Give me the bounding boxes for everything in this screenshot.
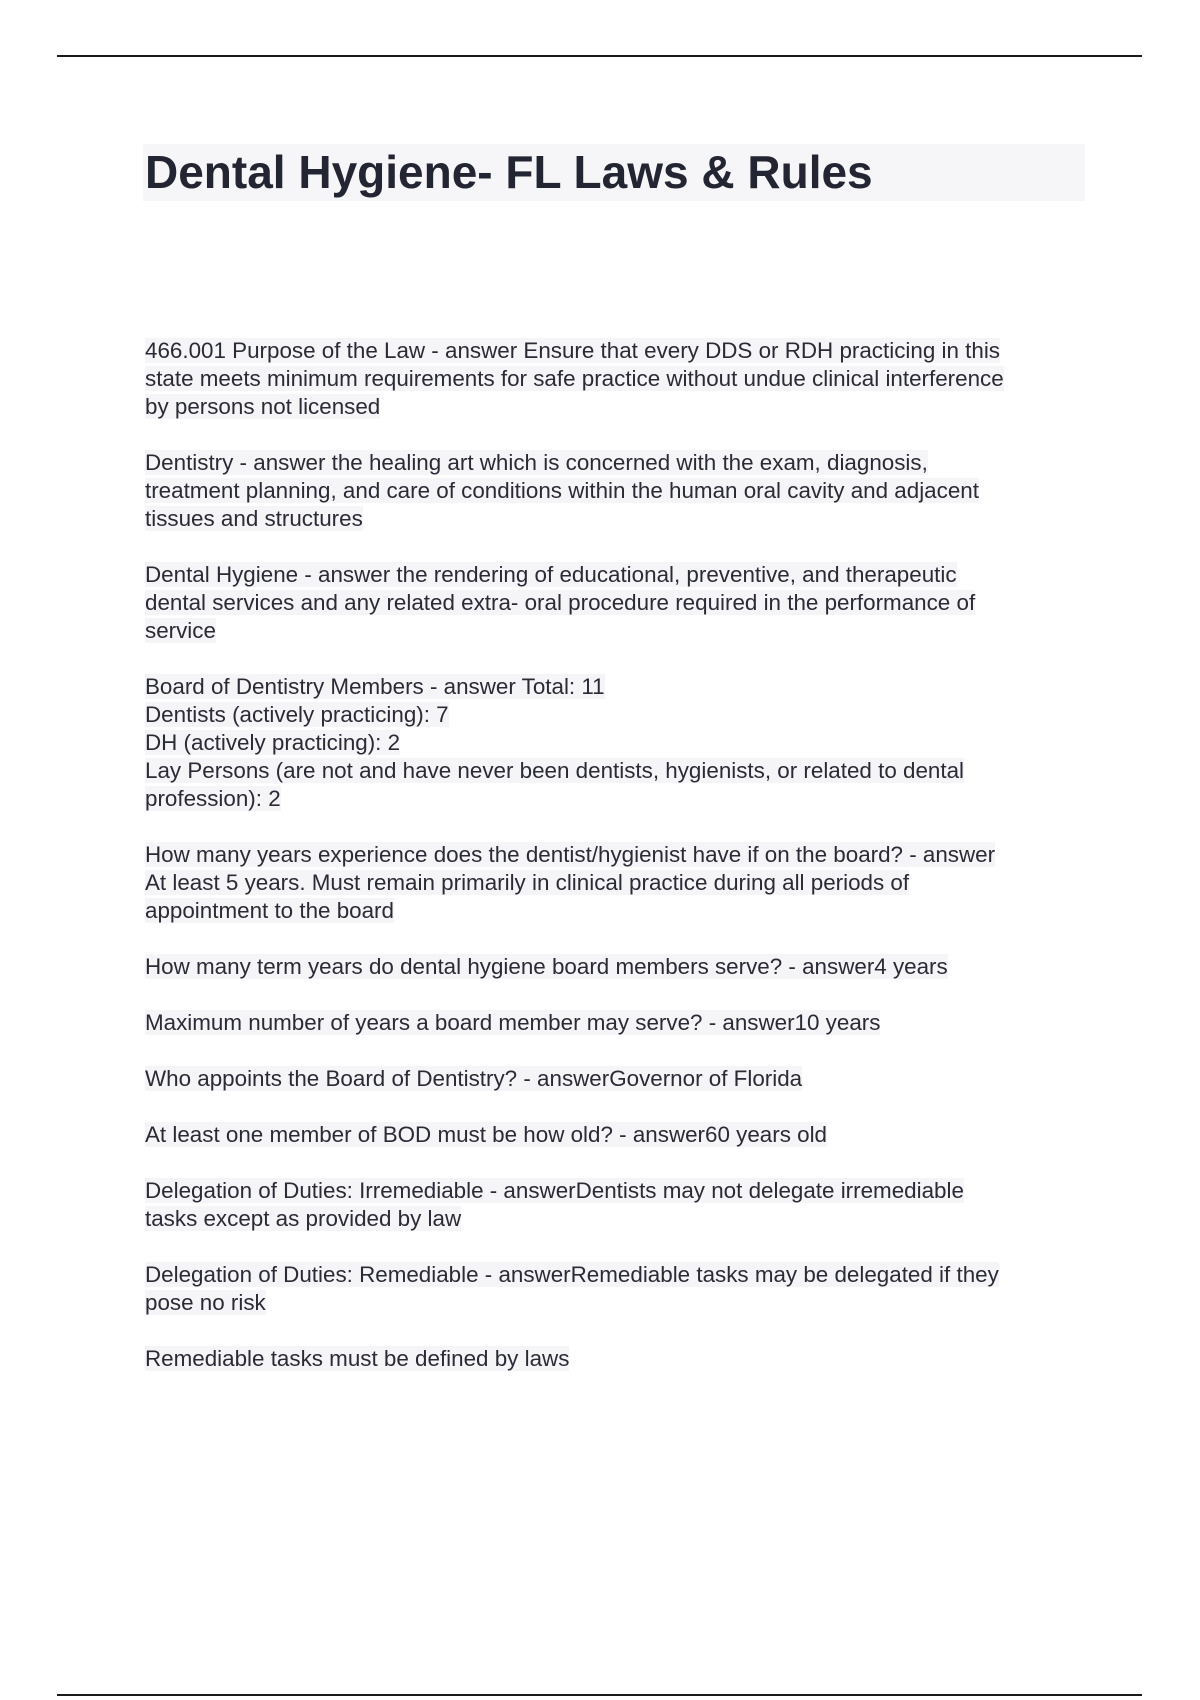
entry-line	[145, 561, 1085, 589]
qa-entry	[145, 1261, 1085, 1317]
entry-line	[145, 477, 1085, 505]
qa-entry	[145, 1009, 1085, 1037]
qa-entry	[145, 1121, 1085, 1149]
entry-line	[145, 617, 1085, 645]
entry-line	[145, 393, 1085, 421]
entry-line-text: appointment to the board	[145, 898, 394, 923]
entry-line-text: dental services and any related extra- oral procedure required in the performance of	[145, 590, 976, 615]
entry-line-text: profession): 2	[145, 786, 281, 811]
entry-line-text: pose no risk	[145, 1290, 266, 1315]
entry-line-text: Delegation of Duties: Remediable - answerRemediable tasks may be delegated if they	[145, 1262, 999, 1287]
entry-line	[145, 897, 1085, 925]
entry-line-text: tissues and structures	[145, 506, 363, 531]
qa-entry	[145, 449, 1085, 533]
entry-line-text: Dental Hygiene - answer the rendering of educational, preventive, and therapeutic	[145, 562, 957, 587]
entry-line	[145, 1009, 1085, 1037]
qa-entry	[145, 1345, 1085, 1373]
entry-line-text: treatment planning, and care of conditions within the human oral cavity and adjacent	[145, 478, 979, 503]
entry-line-text: Board of Dentistry Members - answer Total: 11	[145, 674, 605, 699]
qa-entry	[145, 1177, 1085, 1233]
entry-line-text: state meets minimum requirements for safe practice without undue clinical interference	[145, 366, 1004, 391]
qa-entry	[145, 953, 1085, 981]
entry-line	[145, 505, 1085, 533]
entry-line-text: service	[145, 618, 216, 643]
entry-line	[145, 1205, 1085, 1233]
entry-line-text: Dentistry - answer the healing art which is concerned with the exam, diagnosis,	[145, 450, 928, 475]
entry-line-text: Dentists (actively practicing): 7	[145, 702, 449, 727]
bottom-divider	[57, 1694, 1142, 1696]
entry-line-text: How many years experience does the dentist/hygienist have if on the board? - answer	[145, 842, 996, 867]
document-body	[145, 337, 1085, 1401]
qa-entry	[145, 673, 1085, 813]
page-title: Dental Hygiene- FL Laws & Rules	[145, 146, 873, 198]
entry-line	[145, 785, 1085, 813]
entry-line-text: Remediable tasks must be defined by laws	[145, 1346, 570, 1371]
entry-line	[145, 953, 1085, 981]
entry-line-text: by persons not licensed	[145, 394, 381, 419]
entry-line-text: How many term years do dental hygiene board members serve? - answer4 years	[145, 954, 948, 979]
entry-line	[145, 1121, 1085, 1149]
top-divider	[57, 55, 1142, 57]
entry-line-text: 466.001 Purpose of the Law - answer Ensure that every DDS or RDH practicing in this	[145, 338, 1000, 363]
qa-entry	[145, 561, 1085, 645]
entry-line	[145, 589, 1085, 617]
entry-line	[145, 1289, 1085, 1317]
entry-line	[145, 1177, 1085, 1205]
entry-line-text: Maximum number of years a board member may serve? - answer10 years	[145, 1010, 881, 1035]
entry-line	[145, 1261, 1085, 1289]
entry-line	[145, 701, 1085, 729]
entry-line-text: DH (actively practicing): 2	[145, 730, 401, 755]
qa-entry	[145, 1065, 1085, 1093]
entry-line	[145, 1345, 1085, 1373]
entry-line	[145, 841, 1085, 869]
entry-line	[145, 729, 1085, 757]
entry-line-text: Delegation of Duties: Irremediable - answerDentists may not delegate irremediable	[145, 1178, 964, 1203]
entry-line	[145, 673, 1085, 701]
entry-line	[145, 449, 1085, 477]
entry-line	[145, 365, 1085, 393]
qa-entry	[145, 841, 1085, 925]
entry-line	[145, 869, 1085, 897]
entry-line-text: Lay Persons (are not and have never been dentists, hygienists, or related to dental	[145, 758, 965, 783]
entry-line-text: Who appoints the Board of Dentistry? - answerGovernor of Florida	[145, 1066, 803, 1091]
qa-entry	[145, 337, 1085, 421]
entry-line-text: tasks except as provided by law	[145, 1206, 462, 1231]
entry-line-text: At least 5 years. Must remain primarily in clinical practice during all periods of	[145, 870, 910, 895]
entry-line	[145, 1065, 1085, 1093]
entry-line	[145, 757, 1085, 785]
entry-line	[145, 337, 1085, 365]
entry-line-text: At least one member of BOD must be how old? - answer60 years old	[145, 1122, 827, 1147]
